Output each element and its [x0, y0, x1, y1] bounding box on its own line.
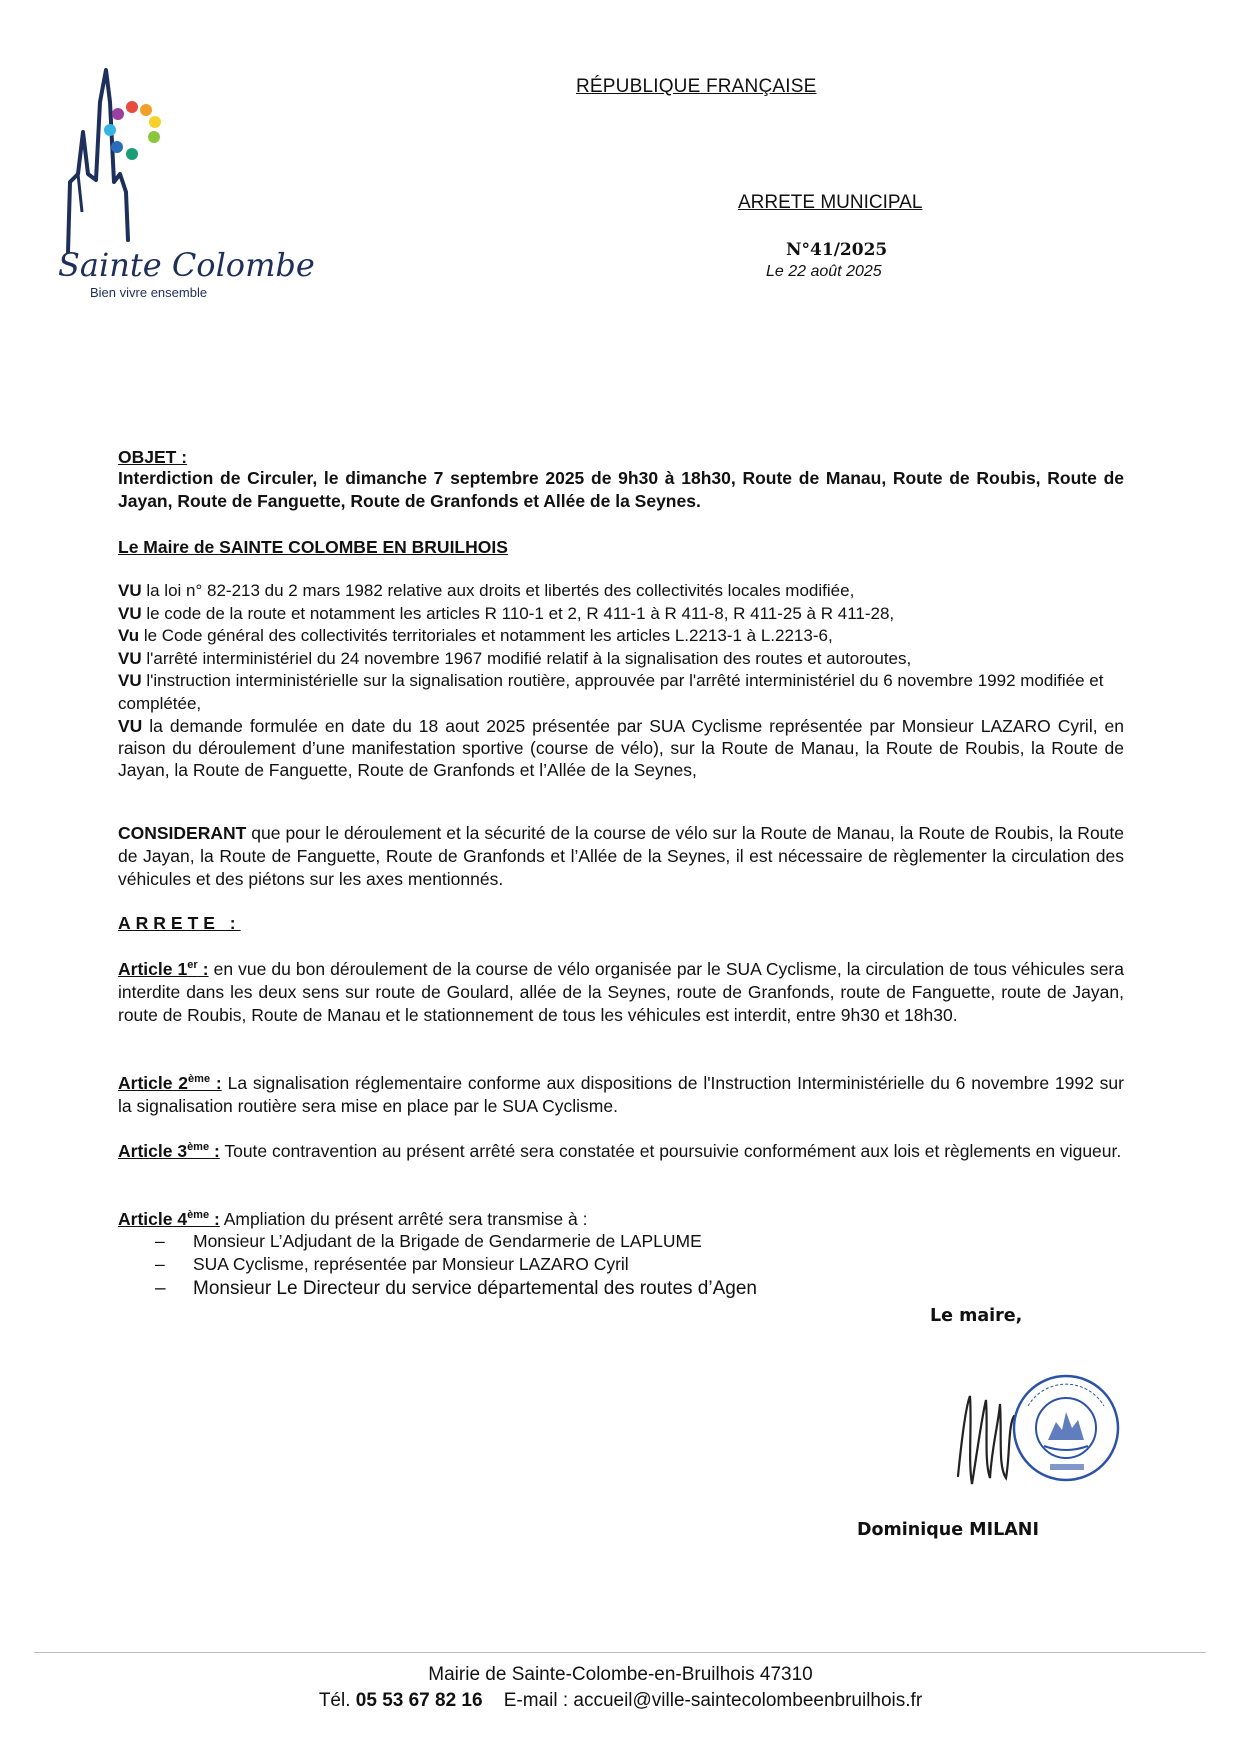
vu-item — [118, 670, 1124, 715]
arrete-title: ARRETE MUNICIPAL — [738, 192, 923, 213]
article-text: Toute contravention au présent arrêté sera constatée et poursuivie conformément aux lois et règlements en vigueur. — [219, 1141, 1122, 1161]
vu-item — [118, 625, 1124, 648]
footer-divider — [34, 1652, 1206, 1653]
footer-tel: 05 53 67 82 16 — [355, 1690, 483, 1711]
article-text: en vue du bon déroulement de la course de vélo organisée par le SUA Cyclisme, la circulation de tous véhicules sera interdite dans les deux sens sur route de Goulard, allée de la Seynes, route de Granfonds, route de Fanguette, route de Jayan, route de Roubis, Route de Manau et le stationnement de tous les véhicules est interdit, entre 9h30 et 18h30. — [118, 959, 1124, 1025]
objet-text: Interdiction de Circuler, le dimanche 7 septembre 2025 de 9h30 à 18h30, Route de Manau, Route de Roubis, Route de Jayan, Route de Fanguette, Route de Granfonds et Allée de la Seynes. — [118, 468, 1124, 511]
vu-text: la demande formulée en date du 18 aout 2025 présentée par SUA Cyclisme représentée par Monsieur LAZARO Cyril, en raison du déroulement d’une manifestation sportive (course de vélo), sur la Route de Manau, la Route de Roubis, la Route de Jayan, la Route de Fanguette, Route de Granfonds et l’Allée de la Seynes, — [118, 716, 1124, 780]
handwritten-signature-icon — [958, 1396, 1014, 1484]
color-dot — [126, 148, 138, 160]
vu-keyword: VU — [118, 648, 142, 668]
color-dot — [112, 108, 124, 120]
article-label: Article 3ème : — [118, 1141, 220, 1161]
color-dot — [140, 104, 152, 116]
vu-keyword: VU — [118, 671, 142, 690]
article-label: Article 2ème : — [118, 1073, 222, 1093]
vu-keyword: VU — [118, 603, 142, 623]
article-label: Article 4ème : — [118, 1209, 220, 1229]
vu-keyword: Vu — [118, 626, 140, 645]
signature-closing: Le maire, — [930, 1306, 1023, 1326]
color-dot — [104, 124, 116, 136]
article-3 — [118, 1140, 1124, 1163]
recipients-list — [155, 1230, 757, 1302]
footer-address: Mairie de Sainte-Colombe-en-Bruilhois 47310 — [428, 1664, 813, 1685]
color-dot — [148, 131, 160, 143]
arrete-date: Le 22 août 2025 — [766, 263, 882, 280]
recipient-item: – Monsieur L’Adjudant de la Brigade de Gendarmerie de LAPLUME — [155, 1230, 757, 1253]
vu-keyword: VU — [118, 581, 142, 600]
article-2 — [118, 1072, 1124, 1118]
vu-item — [118, 648, 1124, 671]
logo-name: Sainte Colombe — [58, 246, 315, 284]
objet-label: OBJET : — [118, 447, 188, 467]
article-text: La signalisation réglementaire conforme aux dispositions de l'Instruction Interministérielle du 6 novembre 1992 sur la signalisation routière sera mise en place par le SUA Cyclisme. — [118, 1073, 1124, 1116]
vu-item — [118, 580, 1124, 603]
recipient-item: – Monsieur Le Directeur du service départemental des routes d’Agen — [155, 1276, 757, 1302]
arrete-label: ARRETE : — [118, 913, 241, 933]
footer-email: E-mail : accueil@ville-saintecolombeenbruilhois.fr — [503, 1690, 923, 1711]
signature-and-stamp — [948, 1366, 1128, 1496]
arrete-number: N°41/2025 — [786, 240, 888, 260]
recipient-item: – SUA Cyclisme, représentée par Monsieur LAZARO Cyril — [155, 1253, 757, 1276]
vu-text: l'instruction interministérielle sur la signalisation routière, approuvée par l'arrêté interministériel du 6 novembre 1992 modifiée et complétée, — [118, 671, 1104, 713]
considerant-text: que pour le déroulement et la sécurité de la course de vélo sur la Route de Manau, la Route de Roubis, la Route de Jayan, la Route de Fanguette, Route de Granfonds et l’Allée de la Seynes, il est nécessaire de règlementer la circulation des véhicules et des piétons sur les axes mentionnés. — [118, 823, 1124, 889]
vu-text: l'arrêté interministériel du 24 novembre 1967 modifié relatif à la signalisation des routes et autoroutes, — [141, 648, 912, 668]
footer-contact — [0, 1690, 1241, 1712]
vu-text: le Code général des collectivités territoriales et notamment les articles L.2213-1 à L.2213-6, — [139, 626, 833, 645]
considerant — [118, 822, 1124, 891]
vu-text: le code de la route et notamment les articles R 110-1 et 2, R 411-1 à R 411-8, R 411-25 à R 411-28, — [141, 603, 895, 623]
municipal-stamp-icon — [1014, 1376, 1118, 1480]
vu-item — [118, 715, 1124, 781]
article-text: Ampliation du présent arrêté sera transmise à : — [219, 1209, 588, 1229]
vu-item — [118, 603, 1124, 626]
footer-tel-label: Tél. — [318, 1690, 351, 1711]
logo-tagline: Bien vivre ensemble — [90, 285, 208, 300]
color-dot — [126, 101, 138, 113]
article-4 — [118, 1208, 1124, 1231]
article-label: Article 1er : — [118, 959, 209, 979]
article-1 — [118, 958, 1124, 1027]
color-dot — [111, 141, 123, 153]
signatory-name: Dominique MILANI — [857, 1520, 1039, 1540]
vu-keyword: VU — [118, 716, 143, 736]
considerant-keyword: CONSIDERANT — [118, 823, 247, 843]
republique-heading: RÉPUBLIQUE FRANÇAISE — [576, 76, 817, 97]
color-dot — [149, 116, 161, 128]
maire-title: Le Maire de SAINTE COLOMBE EN BRUILHOIS — [118, 537, 508, 557]
vu-list — [118, 580, 1124, 781]
vu-text: la loi n° 82-213 du 2 mars 1982 relative aux droits et libertés des collectivités locales modifiée, — [141, 581, 855, 600]
church-outline-icon — [68, 70, 128, 252]
